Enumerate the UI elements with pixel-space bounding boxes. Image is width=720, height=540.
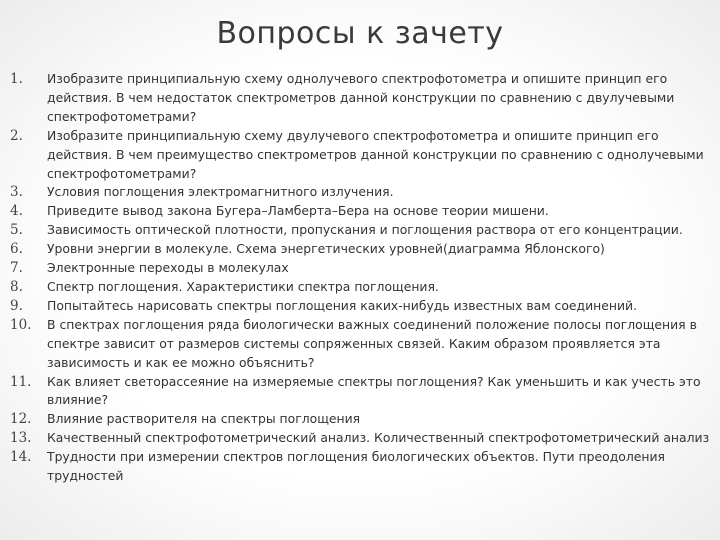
question-text: Изобразите принципиальную схему двулучевого спектрофотометра и опишите принцип его действия. В чем преимущество спектрометров данной конструкции по сравнению с однолучевыми спектрофотометрами? [47,127,704,181]
list-item [10,297,710,316]
question-text: Условия поглощения электромагнитного излучения. [47,184,394,200]
question-number: 3. [10,184,23,201]
question-text: Приведите вывод закона Бугера–Ламберта–Бера на основе теории мишени. [47,203,549,219]
question-number: 11. [10,373,32,390]
question-text: Зависимость оптической плотности, пропускания и поглощения раствора от его концентрации. [47,222,683,238]
question-number: 10. [10,316,32,333]
list-item [10,127,710,184]
list-item [10,429,710,448]
question-text: В спектрах поглощения ряда биологически важных соединений положение полосы поглощения в спектре зависит от размеров системы сопряженных связей. Каким образом проявляется эта зависимость и как ее можно объяснить? [47,316,697,370]
question-number: 14. [10,449,32,466]
question-text: Электронные переходы в молекулах [47,260,289,276]
list-item [10,410,710,429]
question-number: 2. [10,127,23,144]
list-item [10,221,710,240]
question-number: 5. [10,222,23,239]
question-text: Спектр поглощения. Характеристики спектра поглощения. [47,278,439,294]
question-number: 1. [10,71,23,87]
question-number: 6. [10,241,23,258]
list-item [10,183,710,202]
question-text: Как влияет светорассеяние на измеряемые спектры поглощения? Как уменьшить и как учесть это влияние? [47,373,701,408]
list-item [10,316,710,373]
list-item [10,373,710,411]
question-number: 7. [10,260,23,277]
list-item [10,240,710,259]
question-number: 8. [10,278,23,295]
question-number: 12. [10,411,32,428]
list-item [10,259,710,278]
list-item [10,70,710,127]
question-number: 13. [10,430,32,447]
question-text: Уровни энергии в молекуле. Схема энергетических уровней(диаграмма Яблонского) [47,241,605,257]
list-item [10,278,710,297]
questions-list [10,70,710,486]
question-text: Изобразите принципиальную схему однолучевого спектрофотометра и опишите принцип его действия. В чем недостаток спектрометров данной конструкции по сравнению с двулучевыми спектрофотометрами? [47,71,675,124]
question-text: Попытайтесь нарисовать спектры поглощения каких-нибудь известных вам соединений. [47,297,638,313]
list-item [10,202,710,221]
list-item [10,448,710,486]
question-number: 4. [10,203,23,220]
question-text: Влияние растворителя на спектры поглощения [47,411,361,427]
slide-title: Вопросы к зачету [216,16,504,51]
question-text: Трудности при измерении спектров поглощения биологических объектов. Пути преодоления трудностей [47,449,665,484]
question-text: Качественный спектрофотометрический анализ. Количественный спектрофотометрический анализ [47,430,710,446]
question-number: 9. [10,297,23,314]
